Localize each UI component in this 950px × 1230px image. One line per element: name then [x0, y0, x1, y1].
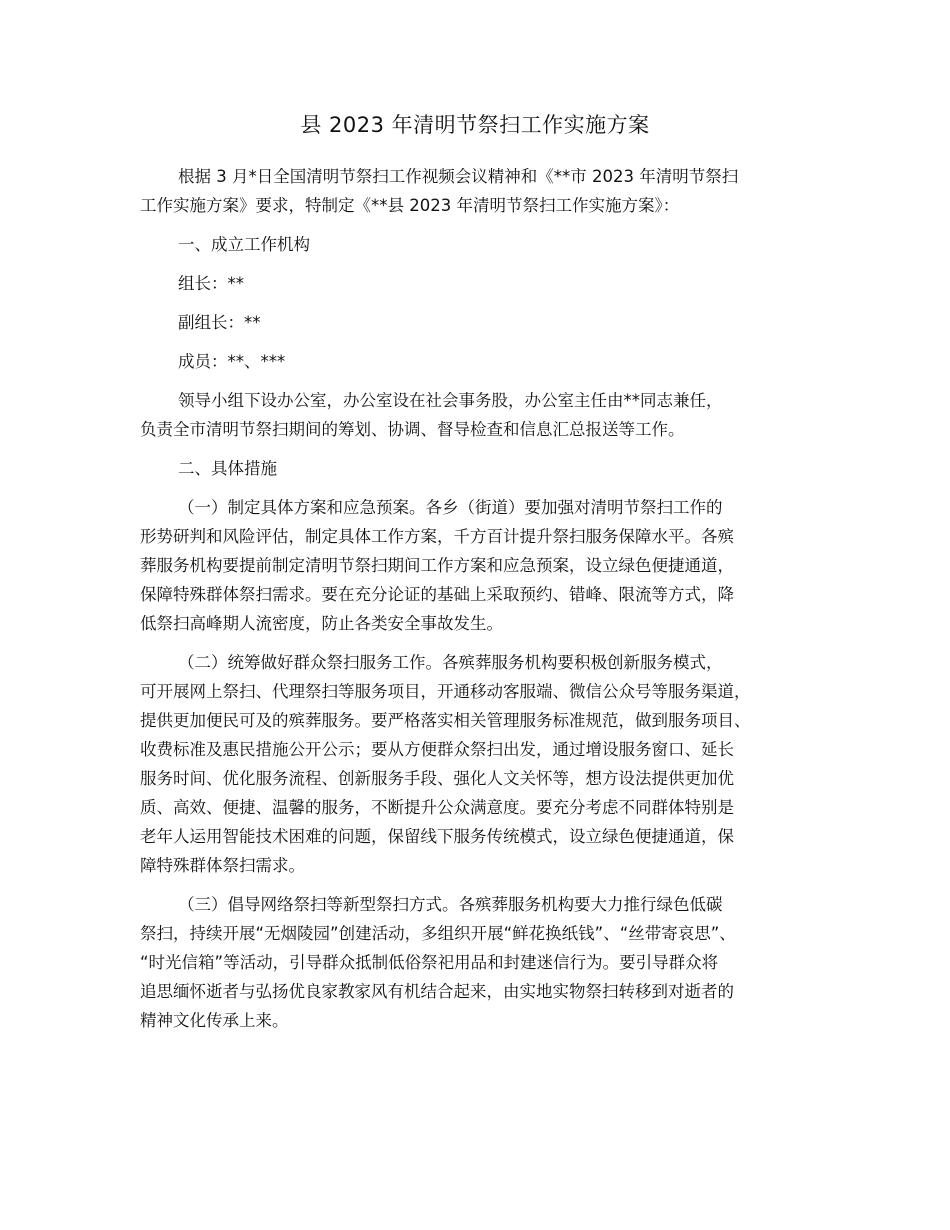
text-line: 低祭扫高峰期人流密度，防止各类安全事故发生。 — [140, 614, 503, 633]
text-line: 质、高效、便捷、温馨的服务，不断提升公众满意度。要充分考虑不同群体特别是 — [140, 798, 734, 817]
text-line: 精神文化传承上来。 — [140, 1011, 289, 1030]
text-line: 一、成立工作机构 — [178, 235, 310, 254]
paragraph-leader — [140, 269, 830, 298]
text-line: 老年人运用智能技术困难的问题，保留线下服务传统模式，设立绿色便捷通道，保 — [140, 827, 734, 846]
text-line: “时光信箱”等活动，引导群众抵制低俗祭祀用品和封建迷信行为。要引导群众将 — [140, 953, 719, 972]
text-line: 负责全市清明节祭扫期间的筹划、协调、督导检查和信息汇总报送等工作。 — [140, 420, 685, 439]
paragraph-heading-1 — [140, 230, 830, 259]
text-line: 提供更加便民可及的殡葬服务。要严格落实相关管理服务标准规范，做到服务项目、 — [140, 711, 751, 730]
text-line: 根据 3 月*日全国清明节祭扫工作视频会议精神和《**市 2023 年清明节祭扫 — [178, 167, 739, 186]
paragraph-deputy-leader — [140, 308, 830, 337]
text-line: 组长：** — [178, 274, 244, 293]
text-line: （一）制定具体方案和应急预案。各乡（街道）要加强对清明节祭扫工作的 — [178, 498, 723, 517]
text-line: 服务时间、优化服务流程、创新服务手段、强化人文关怀等，想方设法提供更加优 — [140, 769, 734, 788]
text-line: 二、具体措施 — [178, 459, 277, 478]
paragraph-measure-2 — [140, 648, 830, 880]
paragraph-measure-3 — [140, 890, 830, 1035]
text-line: 可开展网上祭扫、代理祭扫等服务项目，开通移动客服端、微信公众号等服务渠道， — [140, 682, 751, 701]
text-line: 领导小组下设办公室，办公室设在社会事务股，办公室主任由**同志兼任， — [178, 391, 723, 410]
text-line: 副组长：** — [178, 313, 261, 332]
paragraph-measure-1 — [140, 493, 830, 638]
text-line: （三）倡导网络祭扫等新型祭扫方式。各殡葬服务机构要大力推行绿色低碳 — [178, 895, 723, 914]
text-line: 形势研判和风险评估，制定具体工作方案，千方百计提升祭扫服务保障水平。各殡 — [140, 527, 734, 546]
text-line: 保障特殊群体祭扫需求。要在充分论证的基础上采取预约、错峰、限流等方式，降 — [140, 585, 734, 604]
paragraph-intro — [140, 162, 830, 220]
paragraph-office — [140, 386, 830, 444]
text-line: 障特殊群体祭扫需求。 — [140, 856, 305, 875]
text-line: 工作实施方案》要求，特制定《**县 2023 年清明节祭扫工作实施方案》： — [140, 196, 680, 215]
paragraph-heading-2 — [140, 454, 830, 483]
paragraph-members — [140, 347, 830, 376]
text-line: （二）统筹做好群众祭扫服务工作。各殡葬服务机构要积极创新服务模式， — [178, 653, 723, 672]
text-line: 祭扫，持续开展“无烟陵园”创建活动，多组织开展“鲜花换纸钱”、“丝带寄哀思”、 — [140, 924, 736, 943]
text-line: 成员：**、*** — [178, 352, 286, 371]
document-body — [140, 162, 830, 1045]
text-line: 葬服务机构要提前制定清明节祭扫期间工作方案和应急预案，设立绿色便捷通道， — [140, 556, 734, 575]
document-title: 县 2023 年清明节祭扫工作实施方案 — [300, 113, 650, 137]
text-line: 追思缅怀逝者与弘扬优良家教家风有机结合起来，由实地实物祭扫转移到对逝者的 — [140, 982, 734, 1001]
text-line: 收费标准及惠民措施公开公示；要从方便群众祭扫出发，通过增设服务窗口、延长 — [140, 740, 734, 759]
